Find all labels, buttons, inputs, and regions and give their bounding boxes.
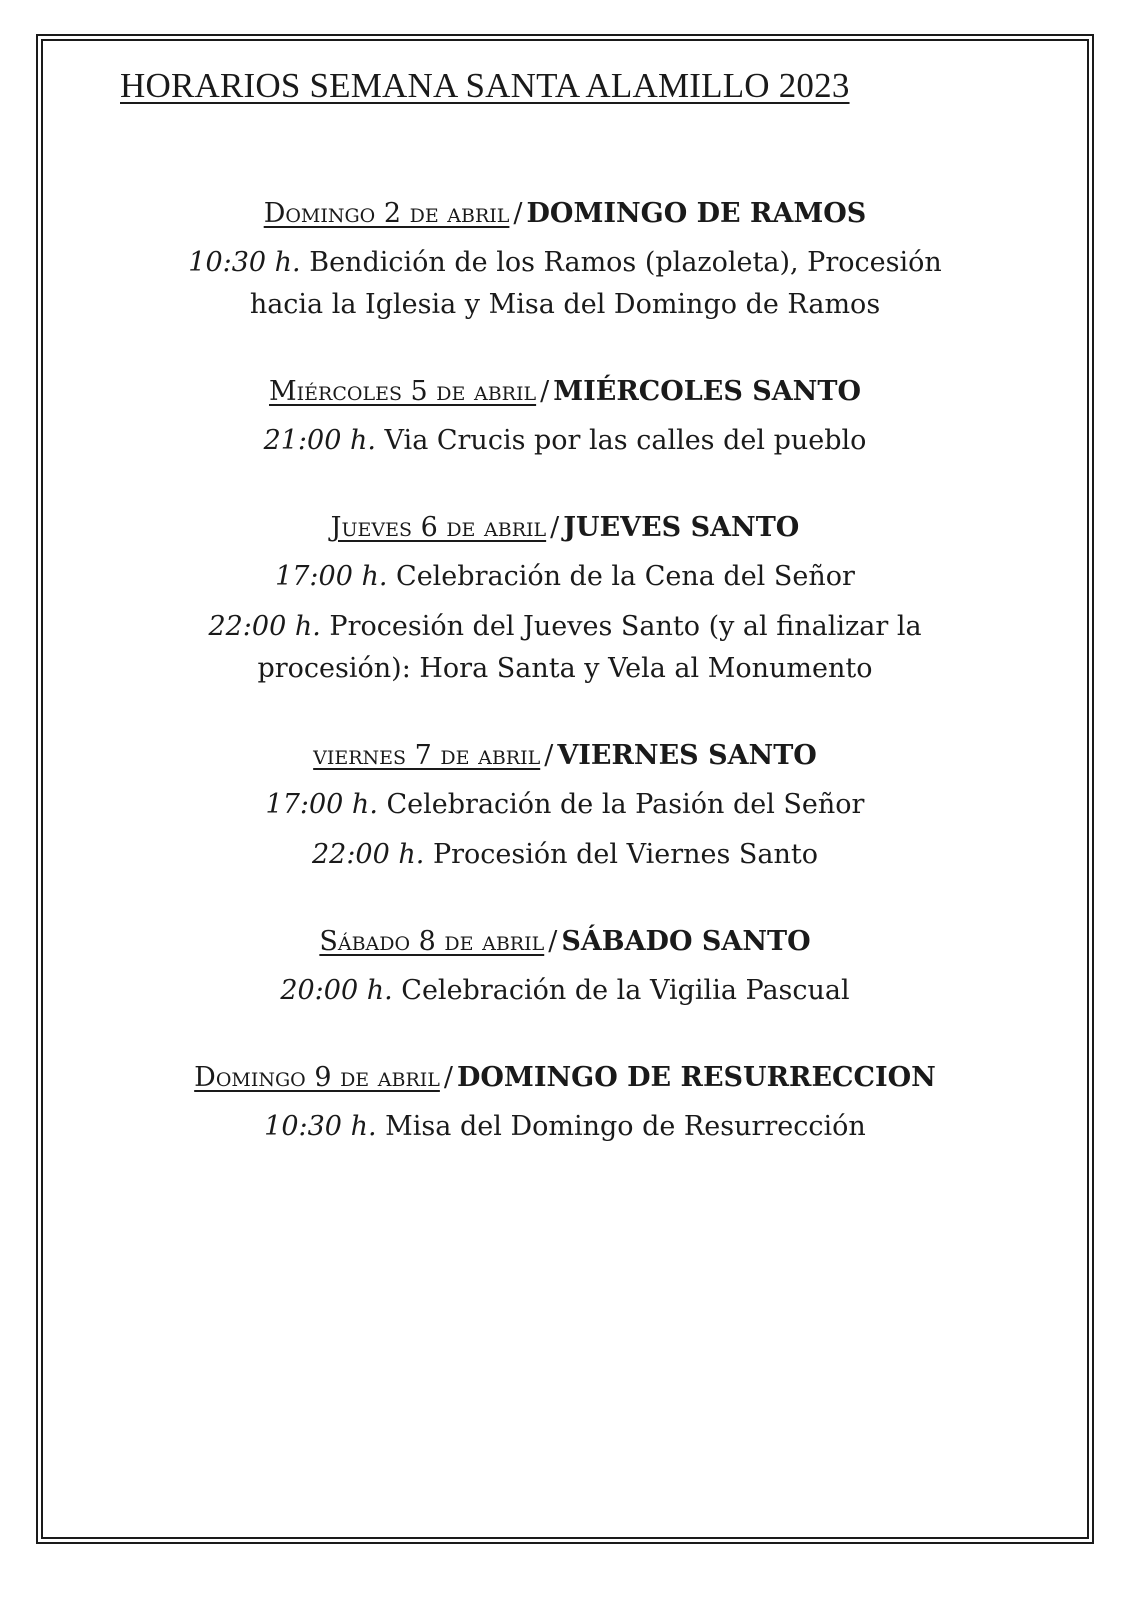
event-time: 17:00 h.: [275, 561, 388, 592]
document-title: HORARIOS SEMANA SANTA ALAMILLO 2023: [120, 66, 850, 105]
day-heading: Domingo 9 de abril / DOMINGO DE RESURRECCION: [194, 1062, 936, 1093]
day-heading: Domingo 2 de abril / DOMINGO DE RAMOS: [263, 198, 867, 229]
day-heading: Sábado 8 de abril / SÁBADO SANTO: [319, 926, 811, 957]
event-time: 22:00 h.: [311, 839, 425, 870]
schedule-event: [60, 242, 1070, 326]
event-text: Via Crucis por las calles del pueblo: [384, 425, 867, 456]
event-text-cont: hacia la Iglesia y Misa del Domingo de Ramos: [249, 289, 881, 320]
event-time: 10:30 h.: [264, 1111, 377, 1142]
schedule-event: [60, 606, 1070, 690]
day-heading: viernes 7 de abril / VIERNES SANTO: [313, 740, 817, 771]
day-section: [60, 374, 1070, 462]
event-text: Misa del Domingo de Resurrección: [385, 1111, 866, 1142]
day-feast: SÁBADO SANTO: [561, 926, 811, 957]
day-date: viernes 7 de abril: [313, 740, 541, 771]
day-date: Domingo 9 de abril: [194, 1062, 440, 1093]
event-time: 22:00 h.: [208, 611, 321, 642]
day-section: [60, 510, 1070, 690]
event-text: Procesión del Jueves Santo (y al finalizar la: [329, 611, 922, 642]
day-section: [60, 196, 1070, 326]
day-feast: DOMINGO DE RESURRECCION: [457, 1062, 936, 1093]
event-text: Celebración de la Vigilia Pascual: [401, 975, 850, 1006]
day-section: [60, 924, 1070, 1012]
day-feast: JUEVES SANTO: [563, 512, 800, 543]
day-heading: Jueves 6 de abril / JUEVES SANTO: [330, 512, 800, 543]
day-date: Domingo 2 de abril: [263, 198, 510, 229]
day-feast: MIÉRCOLES SANTO: [553, 376, 861, 407]
day-feast: VIERNES SANTO: [557, 740, 817, 771]
event-time: 20:00 h.: [280, 975, 393, 1006]
schedule-event: [60, 556, 1070, 598]
event-time: 17:00 h.: [265, 789, 378, 820]
schedule-event: [60, 970, 1070, 1012]
day-date: Sábado 8 de abril: [319, 926, 545, 957]
event-time: 10:30 h.: [188, 247, 301, 278]
event-text: Bendición de los Ramos (plazoleta), Procesión: [309, 247, 942, 278]
day-section: [60, 738, 1070, 876]
day-heading: Miércoles 5 de abril / MIÉRCOLES SANTO: [269, 376, 861, 407]
day-date: Jueves 6 de abril: [330, 512, 547, 543]
day-section: [60, 1060, 1070, 1148]
day-date: Miércoles 5 de abril: [269, 376, 537, 407]
event-text-cont: procesión): Hora Santa y Vela al Monumento: [257, 653, 873, 684]
schedule-event: [60, 1106, 1070, 1148]
event-text: Procesión del Viernes Santo: [432, 839, 819, 870]
schedule: [60, 196, 1070, 1196]
schedule-event: [60, 420, 1070, 462]
event-text: Celebración de la Cena del Señor: [396, 561, 855, 592]
schedule-event: [60, 784, 1070, 826]
event-text: Celebración de la Pasión del Señor: [386, 789, 865, 820]
schedule-event: [60, 834, 1070, 876]
day-feast: DOMINGO DE RAMOS: [526, 198, 867, 229]
event-time: 21:00 h.: [263, 425, 376, 456]
